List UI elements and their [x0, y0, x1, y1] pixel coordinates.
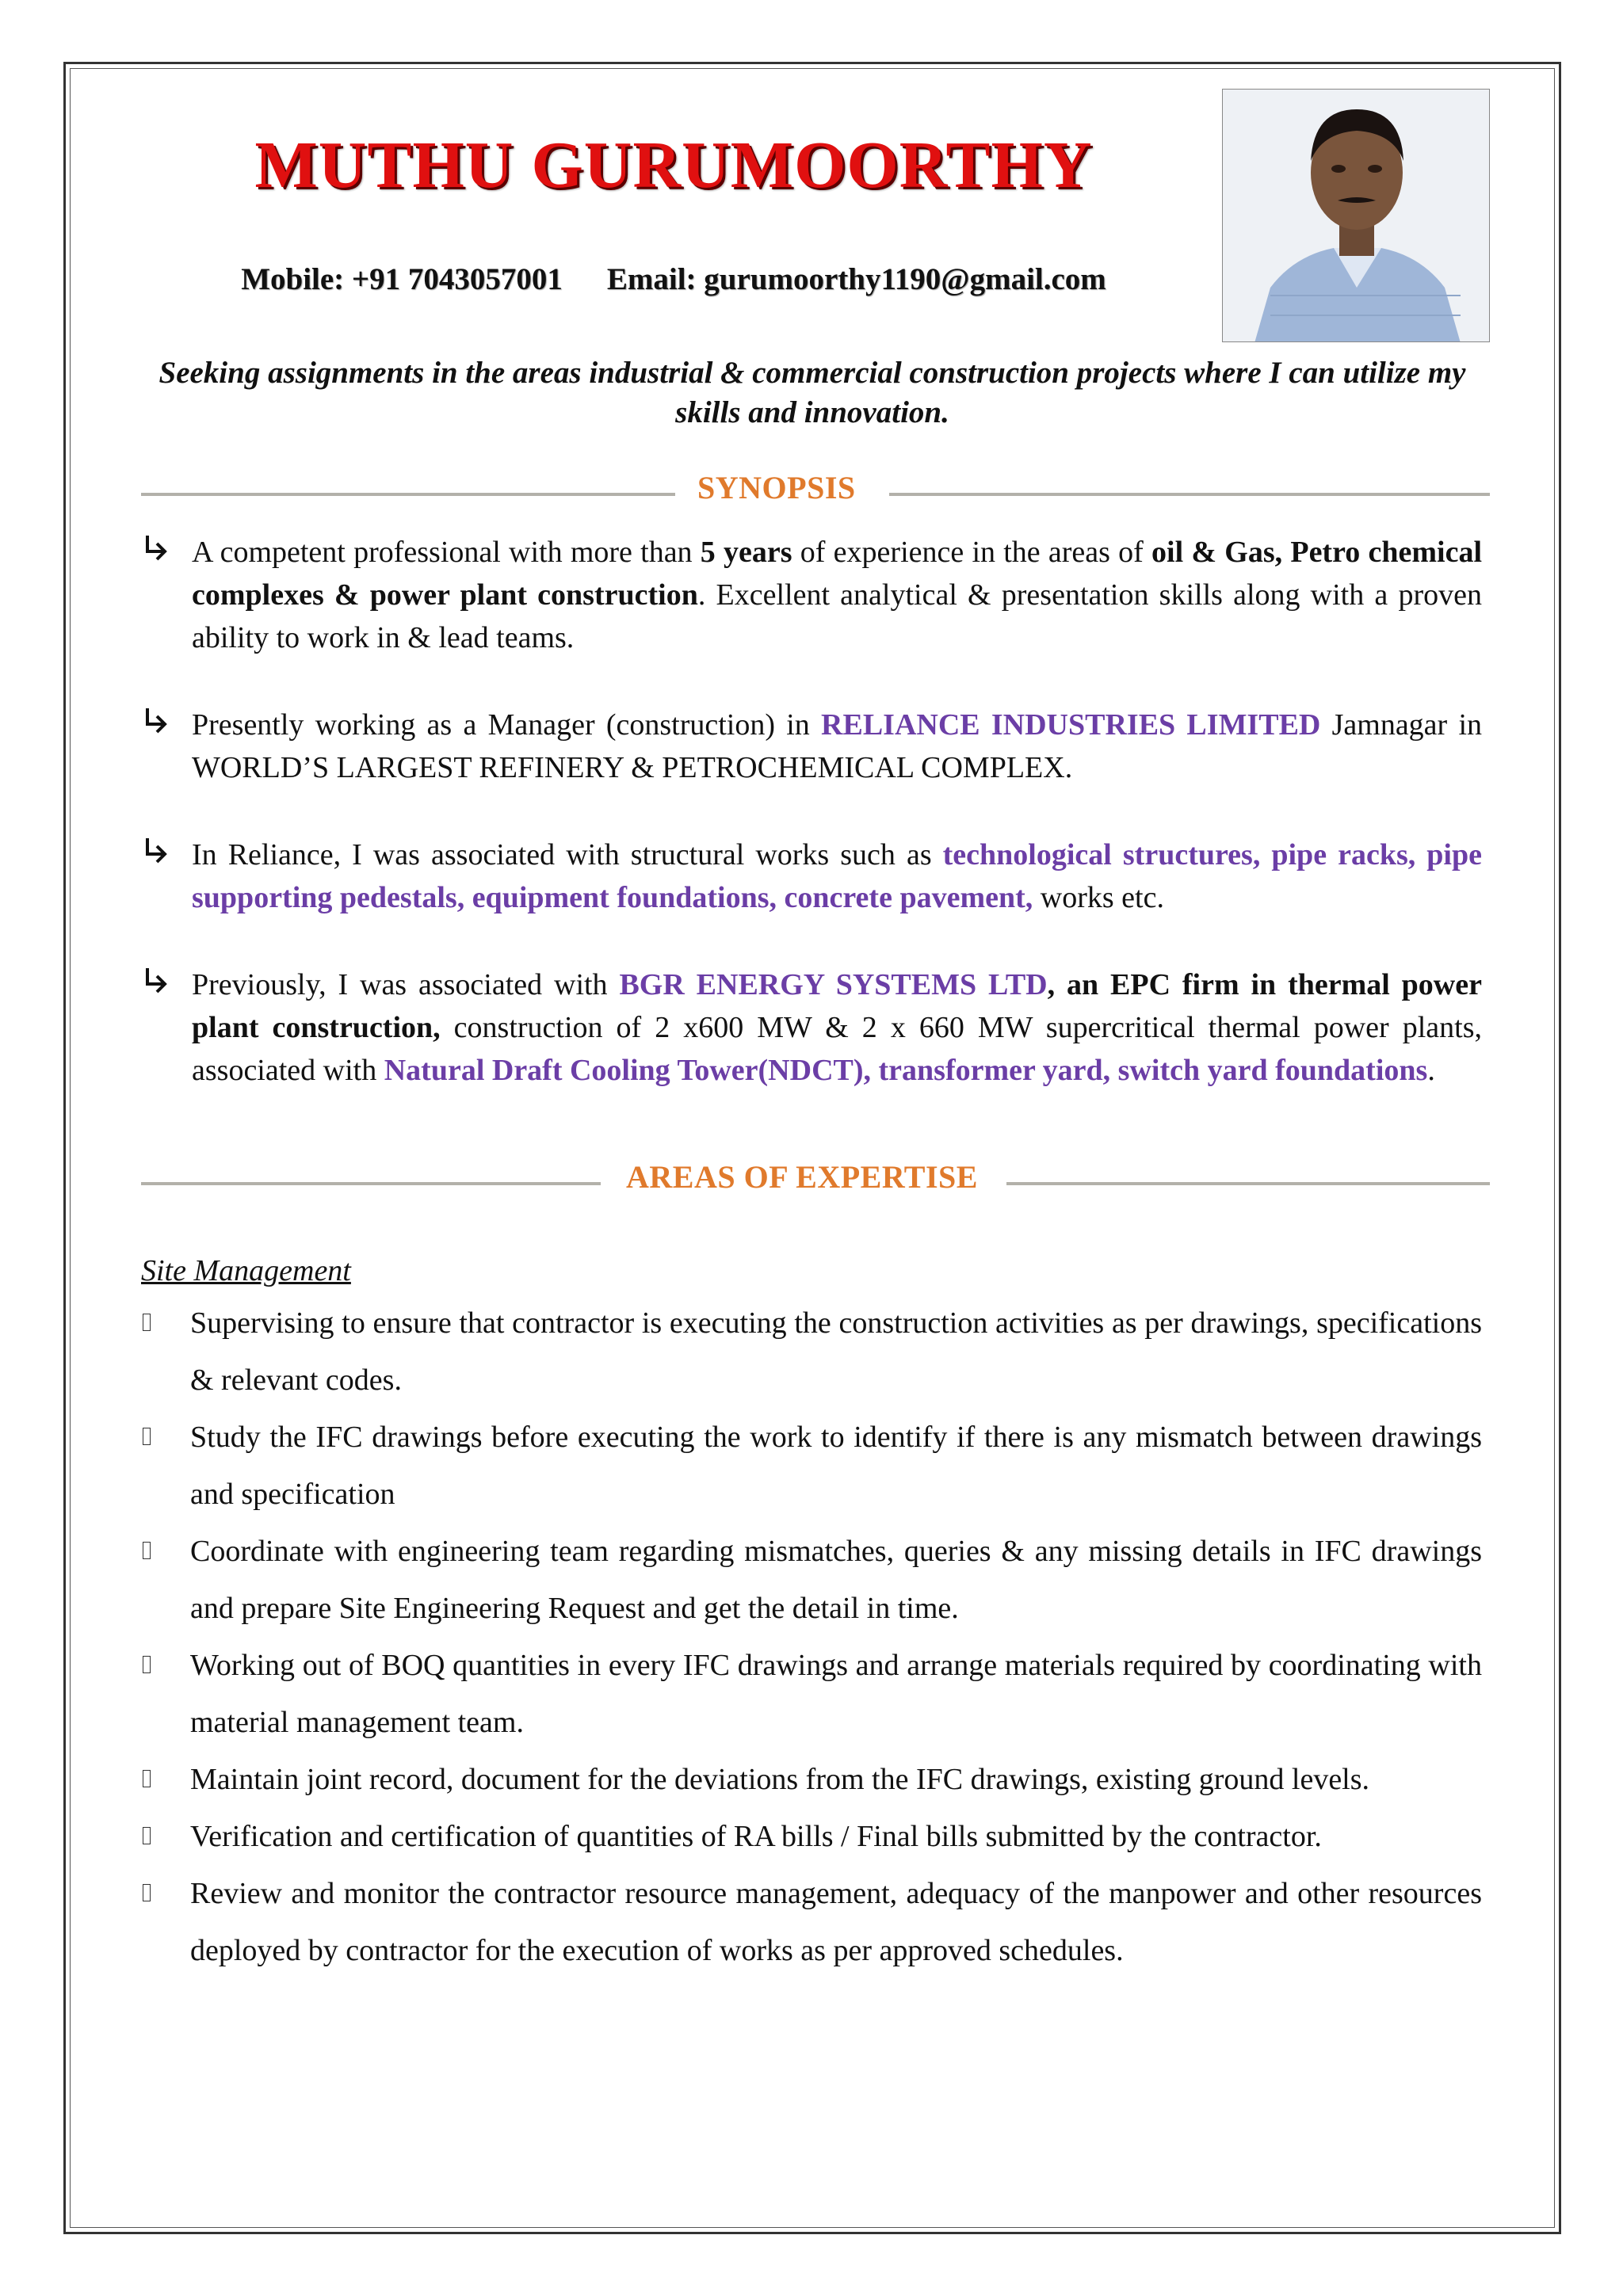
highlight-purple: Natural Draft Cooling Tower(NDCT), transformer yard, switch yard foundations	[384, 1054, 1428, 1087]
highlight-bold: oil & Gas, Petro chemical complexes & power plant construction	[192, 536, 1482, 612]
highlight-purple: technological structures, pipe racks, pipe supporting pedestals, equipment foundations, concrete pavement,	[192, 838, 1482, 914]
divider-line	[1006, 1182, 1490, 1185]
list-item	[141, 1523, 1482, 1637]
expertise-list	[141, 1295, 1482, 1979]
box-bullet-icon	[143, 1314, 151, 1331]
mobile-number: Mobile: +91 7043057001	[241, 262, 563, 296]
divider-line	[141, 1182, 601, 1185]
arrow-bullet-icon	[141, 965, 173, 997]
item-text: Previously, I was associated with	[192, 968, 620, 1001]
list-item	[141, 531, 1482, 659]
item-text: Maintain joint record, document for the deviations from the IFC drawings, existing ground levels.	[190, 1763, 1370, 1796]
site-management-subheading: Site Management	[141, 1254, 351, 1287]
item-text: .	[1427, 1054, 1435, 1087]
box-bullet-icon	[143, 1827, 151, 1844]
item-text: In Reliance, I was associated with structural works such as	[192, 838, 943, 871]
arrow-bullet-icon	[141, 532, 173, 564]
item-text: A competent professional with more than	[192, 536, 701, 569]
candidate-name: MUTHU GURUMOORTHY	[254, 128, 1093, 202]
box-bullet-icon	[143, 1542, 151, 1559]
item-text: . Excellent analytical & presentation skills along with a proven ability to work in & lead teams.	[192, 578, 1482, 654]
divider-line	[141, 493, 675, 496]
list-item	[141, 1808, 1482, 1865]
highlight-bold: , an EPC firm in thermal power plant construction,	[192, 968, 1482, 1044]
highlight-purple: BGR ENERGY SYSTEMS LTD	[619, 968, 1048, 1001]
item-text: Verification and certification of quantities of RA bills / Final bills submitted by the contractor.	[190, 1820, 1322, 1853]
item-text: works etc.	[1033, 881, 1164, 914]
list-item	[141, 963, 1482, 1092]
item-text: Presently working as a Manager (construction) in	[192, 708, 822, 742]
synopsis-heading	[141, 469, 1490, 517]
item-text: Working out of BOQ quantities in every IFC drawings and arrange materials required by coordinating with material management team.	[190, 1649, 1482, 1739]
list-item	[141, 1637, 1482, 1751]
list-item	[141, 833, 1482, 919]
profile-photo	[1222, 89, 1490, 342]
list-item	[141, 704, 1482, 789]
list-item	[141, 1865, 1482, 1979]
profile-photo-figure	[1223, 90, 1490, 342]
email-address[interactable]: Email: gurumoorthy1190@gmail.com	[606, 262, 1106, 296]
box-bullet-icon	[143, 1884, 151, 1901]
section-title: AREAS OF EXPERTISE	[626, 1159, 978, 1195]
divider-line	[889, 493, 1490, 496]
highlight-purple: RELIANCE INDUSTRIES LIMITED	[821, 708, 1321, 742]
item-text: Review and monitor the contractor resource management, adequacy of the manpower and other resources deployed by contractor for the execution of works as per approved schedules.	[190, 1877, 1482, 1967]
box-bullet-icon	[143, 1770, 151, 1787]
contact-line	[143, 261, 1205, 297]
arrow-bullet-icon	[141, 835, 173, 867]
arrow-bullet-icon	[141, 705, 173, 737]
section-title: SYNOPSIS	[697, 470, 856, 505]
highlight-bold: 5 years	[700, 536, 792, 569]
list-item	[141, 1295, 1482, 1409]
box-bullet-icon	[143, 1656, 151, 1673]
list-item	[141, 1409, 1482, 1523]
item-text: Coordinate with engineering team regarding mismatches, queries & any missing details in IFC drawings and prepare Site Engineering Request and get the detail in time.	[190, 1535, 1482, 1625]
career-objective: Seeking assignments in the areas industrial & commercial construction projects where I can utilize my skills and innovation.	[158, 356, 1466, 429]
box-bullet-icon	[143, 1428, 151, 1445]
item-text: construction of 2 x600 MW & 2 x 660 MW supercritical thermal power plants, associated with	[192, 1011, 1482, 1087]
item-text: Jamnagar in WORLD’S LARGEST REFINERY & PETROCHEMICAL COMPLEX.	[192, 708, 1482, 784]
list-item	[141, 1751, 1482, 1808]
item-text: Supervising to ensure that contractor is executing the construction activities as per drawings, specifications & relevant codes.	[190, 1306, 1482, 1397]
synopsis-list	[141, 531, 1482, 1136]
expertise-heading	[141, 1158, 1490, 1206]
item-text: of experience in the areas of	[792, 536, 1152, 569]
item-text: Study the IFC drawings before executing the work to identify if there is any mismatch between drawings and specification	[190, 1421, 1482, 1511]
